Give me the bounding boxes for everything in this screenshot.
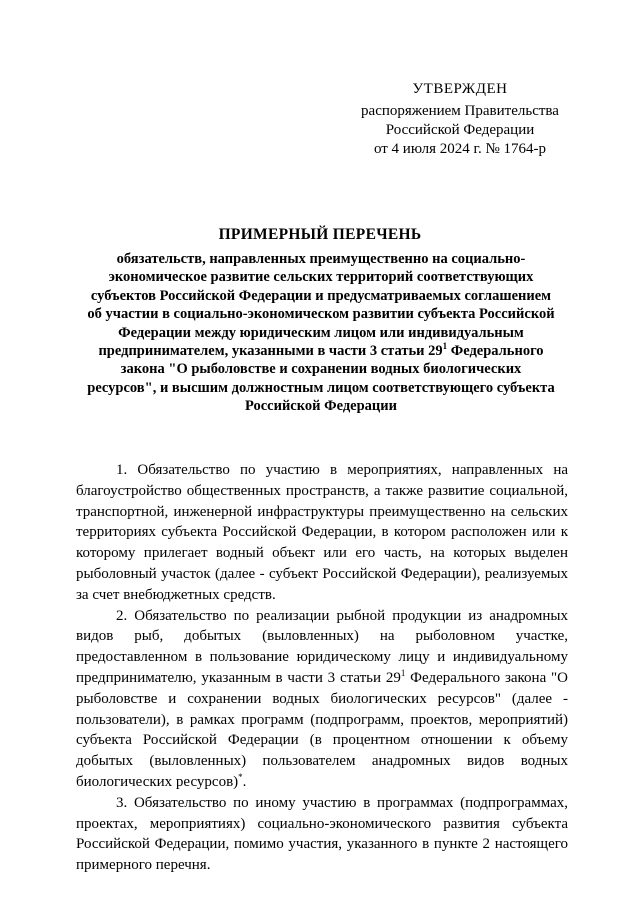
- subtitle-text-2: Федерального закона "О рыболовстве и сохранении водных биологических ресурсов", и высшим должностным лицом соответствующего субъекта Российской Федерации: [87, 343, 555, 415]
- item-text-1: 2. Обязательство по реализации рыбной продукции из анадромных видов рыб, добытых (выловленных) на рыболовном участке, предоставленном в пользование юридическому лицу и индивидуальному предпринимателю, указанным в части 3 статьи 29: [76, 607, 568, 686]
- footnote-marker: *: [238, 771, 243, 782]
- document-body: [76, 460, 568, 876]
- list-item: 1. Обязательство по участию в мероприятиях, направленных на благоустройство общественных пространств, а также развитие социальной, транспортной, инженерной инфраструктуры преимущественно на сельских территориях субъекта Российской Федерации, в котором расположен или к которому прилегает водный объект или его часть, на которых выделен рыболовный участок (далее - субъект Российской Федерации), реализуемых за счет внебюджетных средств.: [76, 462, 568, 603]
- approval-line-3: от 4 июля 2024 г. № 1764-р: [373, 141, 547, 157]
- document-subtitle: [86, 250, 556, 416]
- subtitle-text-1: обязательств, направленных преимущественно на социально-экономическое развитие сельских территорий соответствующих субъектов Российской Федерации и предусматриваемых соглашением об участии в социально-экономическом развитии субъекта Российской Федерации между юридическим лицом или индивидуальным предпринимателем, указанными в части 3 статьи 29: [87, 251, 555, 360]
- item-text-2: Федерального закона "О рыболовстве и сохранении водных биологических ресурсов" (далее - пользователи), в рамках программ (подпрограмм, проектов, мероприятий) субъекта Российской Федерации (в процентном отношении к объему добытых (выловленных) пользователем анадромных видов водных биологических ресурсов): [76, 669, 568, 790]
- subtitle-superscript: 1: [442, 341, 448, 352]
- document-title: ПРИМЕРНЫЙ ПЕРЕЧЕНЬ: [218, 226, 422, 243]
- approval-stamp: [355, 80, 565, 159]
- list-item: [76, 606, 568, 793]
- approval-title: УТВЕРЖДЕН: [412, 81, 508, 97]
- item-superscript: 1: [400, 667, 406, 678]
- approval-line-1: распоряжением Правительства: [361, 103, 559, 119]
- list-item: 3. Обязательство по иному участию в программах (подпрограммах, проектах, мероприятиях) социально-экономического развития субъекта Российской Федерации, помимо участия, указанного в пункте 2 настоящего примерного перечня.: [76, 794, 568, 874]
- item-text-3: .: [242, 773, 247, 790]
- approval-line-2: Российской Федерации: [385, 122, 535, 138]
